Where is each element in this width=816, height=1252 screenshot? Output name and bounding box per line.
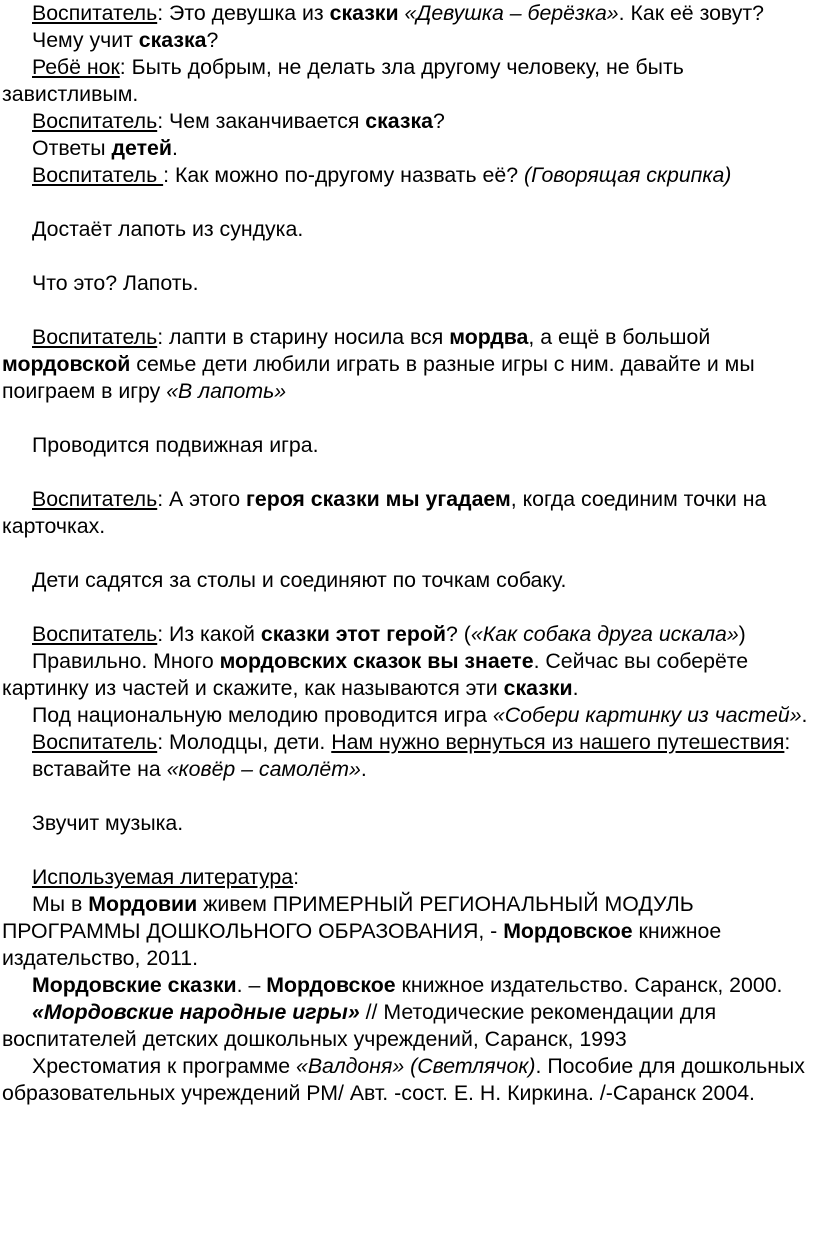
spacer	[2, 405, 814, 432]
spacer	[2, 297, 814, 324]
speaker-label: Воспитатель	[32, 1, 158, 25]
paragraph-12: Дети садятся за столы и соединяют по точкам собаку.	[32, 568, 567, 592]
paragraph-9: Воспитатель: лапти в старину носила вся мордва, а ещё в большой мордовской семье дети любили играть в разные игры с ним. давайте и мы поиграем в игру «В лапоть»	[2, 325, 755, 403]
speaker-label: Воспитатель	[32, 163, 164, 187]
reference-item: «Мордовские народные игры» // Методические рекомендации для воспитателей детских дошкольных учреждений, Саранск, 1993	[2, 1000, 717, 1051]
paragraph-15: Под национальную мелодию проводится игра «Собери картинку из частей».	[32, 703, 808, 727]
paragraph-1: Воспитатель: Это девушка из сказки «Девушка – берёзка». Как её зовут?	[32, 1, 765, 25]
speaker-label: Ребё нок	[32, 55, 120, 79]
paragraph-14: Правильно. Много мордовских сказок вы знаете. Сейчас вы соберёте картинку из частей и скажите, как называются эти сказки.	[2, 649, 749, 700]
paragraph-18: Звучит музыка.	[32, 811, 184, 835]
speaker-label: Воспитатель	[32, 325, 158, 349]
paragraph-17: вставайте на «ковёр – самолёт».	[32, 757, 367, 781]
paragraph-6: Воспитатель : Как можно по-другому назвать её? (Говорящая скрипка)	[32, 163, 732, 187]
paragraph-4: Воспитатель: Чем заканчивается сказка?	[32, 109, 445, 133]
paragraph-3: Ребё нок: Быть добрым, не делать зла другому человеку, не быть завистливым.	[2, 55, 684, 106]
speaker-label: Воспитатель	[32, 730, 158, 754]
spacer	[2, 540, 814, 567]
spacer	[2, 594, 814, 621]
spacer	[2, 243, 814, 270]
paragraph-11: Воспитатель: А этого героя сказки мы угадаем, когда соединим точки на карточках.	[2, 487, 767, 538]
paragraph-2: Чему учит сказка?	[32, 28, 219, 52]
reference-item: Мордовские сказки. – Мордовское книжное издательство. Саранск, 2000.	[32, 973, 783, 997]
spacer	[2, 459, 814, 486]
document-body	[2, 0, 814, 1107]
paragraph-7: Достаёт лапоть из сундука.	[32, 217, 304, 241]
speaker-label: Воспитатель	[32, 487, 158, 511]
speaker-label: Воспитатель	[32, 622, 158, 646]
spacer	[2, 837, 814, 864]
reference-item: Хрестоматия к программе «Валдоня» (Светлячок). Пособие для дошкольных образовательных учреждений РМ/ Авт. -сост. Е. Н. Киркина. /-Саранск 2004.	[2, 1054, 805, 1105]
paragraph-13: Воспитатель: Из какой сказки этот герой? («Как собака друга искала»)	[32, 622, 746, 646]
paragraph-10: Проводится подвижная игра.	[32, 433, 319, 457]
spacer	[2, 783, 814, 810]
reference-item: Мы в Мордовии живем ПРИМЕРНЫЙ РЕГИОНАЛЬНЫЙ МОДУЛЬ ПРОГРАММЫ ДОШКОЛЬНОГО ОБРАЗОВАНИЯ, - Мордовское книжное издательство, 2011.	[2, 892, 722, 970]
spacer	[2, 189, 814, 216]
paragraph-16: Воспитатель: Молодцы, дети. Нам нужно вернуться из нашего путешествия:	[32, 730, 791, 754]
references-heading: Используемая литература:	[32, 865, 300, 889]
speaker-label: Воспитатель	[32, 109, 158, 133]
paragraph-8: Что это? Лапоть.	[32, 271, 199, 295]
paragraph-5: Ответы детей.	[32, 136, 178, 160]
